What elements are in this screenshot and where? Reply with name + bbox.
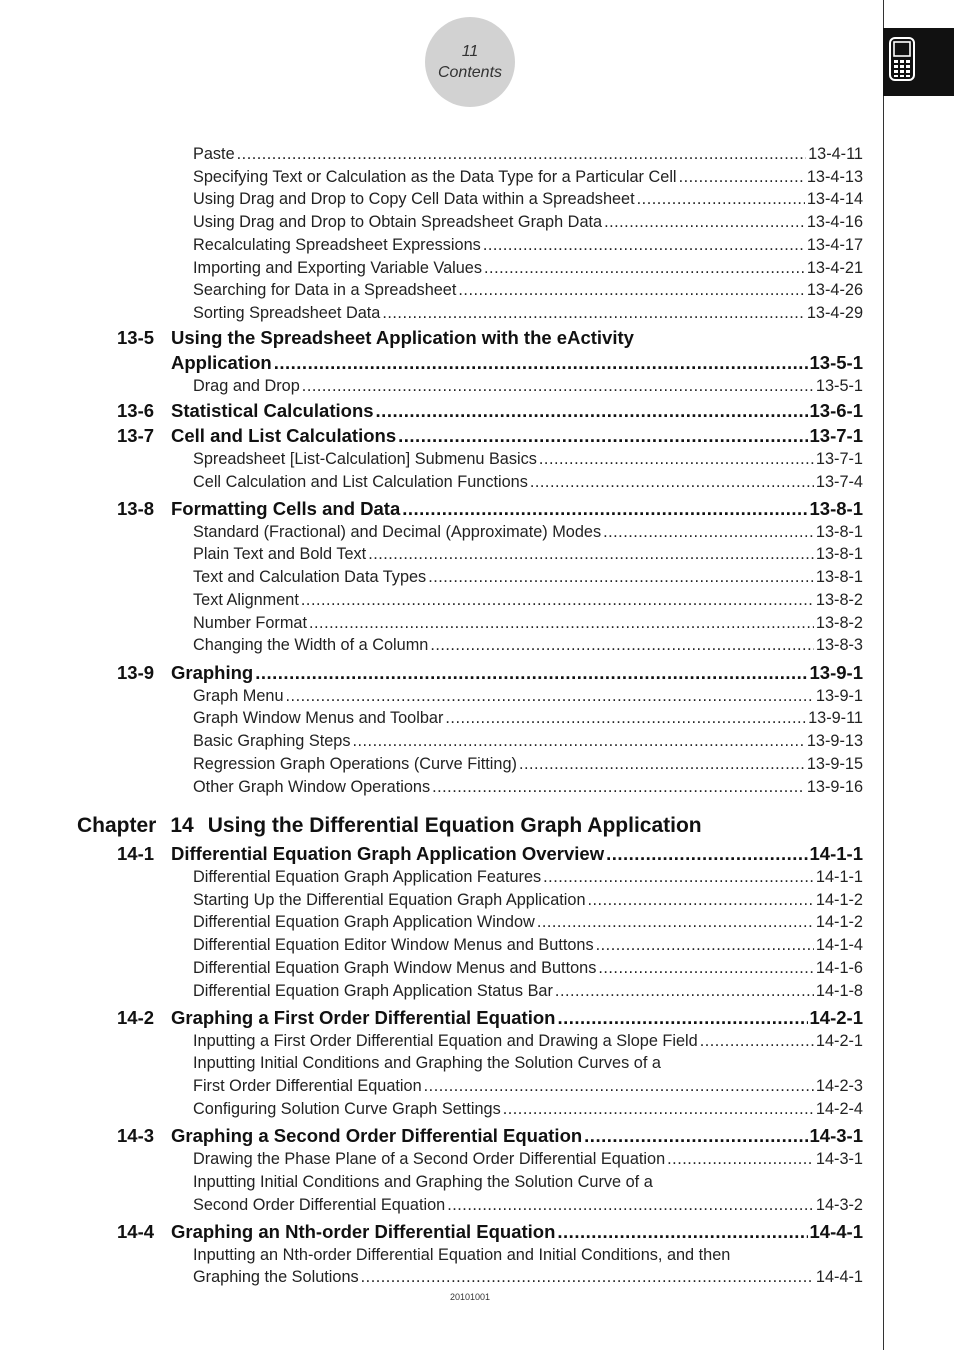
toc-entry-wrap[interactable]: Inputting an Nth-order Differential Equation and Initial Conditions, and then [193,1246,731,1264]
toc-entry[interactable]: Starting Up the Differential Equation Graph Application ..... 14-1-2 [193,891,863,910]
toc-entry[interactable]: Drawing the Phase Plane of a Second Order Differential Equation ..... 14-3-1 [193,1150,863,1169]
chapter-heading[interactable]: Chapter 14 Using the Differential Equation Graph Application [77,814,702,837]
toc-entry[interactable]: Second Order Differential Equation ..... 14-3-2 [193,1196,863,1215]
section-heading[interactable]: 13-8 Formatting Cells and Data ..... 13-8-1 [117,498,863,520]
toc-entry[interactable]: Using Drag and Drop to Copy Cell Data within a Spreadsheet ..... 13-4-14 [193,190,863,209]
calculator-icon [889,37,915,81]
toc-entry[interactable]: Differential Equation Editor Window Menus and Buttons ..... 14-1-4 [193,936,863,955]
section-heading[interactable]: 14-1 Differential Equation Graph Application Overview ..... 14-1-1 [117,843,863,865]
toc-entry[interactable]: Inputting a First Order Differential Equation and Drawing a Slope Field ..... 14-2-1 [193,1032,863,1051]
toc-entry[interactable]: Spreadsheet [List-Calculation] Submenu Basics ..... 13-7-1 [193,450,863,469]
toc-entry[interactable]: Specifying Text or Calculation as the Data Type for a Particular Cell ..... 13-4-13 [193,168,863,187]
toc-entry[interactable]: Other Graph Window Operations ..... 13-9-16 [193,778,863,797]
toc-entry[interactable]: Sorting Spreadsheet Data ..... 13-4-29 [193,304,863,323]
toc-entry[interactable]: Searching for Data in a Spreadsheet ..... 13-4-26 [193,281,863,300]
toc-entry[interactable]: Cell Calculation and List Calculation Functions ..... 13-7-4 [193,473,863,492]
page-badge [425,17,515,107]
toc-entry[interactable]: Differential Equation Graph Application Window ..... 14-1-2 [193,913,863,932]
toc-entry[interactable]: Graph Menu ..... 13-9-1 [193,687,863,706]
toc-entry-wrap[interactable]: Inputting Initial Conditions and Graphing the Solution Curve of a [193,1173,653,1191]
toc-entry[interactable]: Basic Graphing Steps ..... 13-9-13 [193,732,863,751]
toc-entry[interactable]: Drag and Drop ..... 13-5-1 [193,377,863,396]
toc-entry[interactable]: Number Format ..... 13-8-2 [193,614,863,633]
toc-entry[interactable]: Importing and Exporting Variable Values ..... 13-4-21 [193,259,863,278]
section-heading[interactable]: 13-5 Using the Spreadsheet Application with the eActivity [117,327,634,348]
toc-entry[interactable]: Text Alignment ..... 13-8-2 [193,591,863,610]
toc-entry[interactable]: Changing the Width of a Column ..... 13-8-3 [193,636,863,655]
toc-entry[interactable]: Standard (Fractional) and Decimal (Approximate) Modes ..... 13-8-1 [193,523,863,542]
toc-entry[interactable]: Text and Calculation Data Types ..... 13-8-1 [193,568,863,587]
toc-entry-wrap[interactable]: Inputting Initial Conditions and Graphing the Solution Curves of a [193,1054,661,1072]
toc-entry[interactable]: Recalculating Spreadsheet Expressions ..... 13-4-17 [193,236,863,255]
section-heading[interactable]: 14-3 Graphing a Second Order Differential Equation ..... 14-3-1 [117,1125,863,1147]
toc-entry[interactable]: Differential Equation Graph Application Status Bar ..... 14-1-8 [193,982,863,1001]
section-heading[interactable]: 14-4 Graphing an Nth-order Differential Equation ..... 14-4-1 [117,1221,863,1243]
footer-code: 20101001 [449,1292,491,1302]
toc-entry[interactable]: Configuring Solution Curve Graph Settings ..... 14-2-4 [193,1100,863,1119]
section-heading[interactable]: 13-7 Cell and List Calculations ..... 13-7-1 [117,425,863,447]
toc-entry[interactable]: Using Drag and Drop to Obtain Spreadsheet Graph Data ..... 13-4-16 [193,213,863,232]
section-heading[interactable]: 13-6 Statistical Calculations ..... 13-6-1 [117,400,863,422]
section-heading[interactable]: 13-9 Graphing ..... 13-9-1 [117,662,863,684]
section-heading[interactable]: 14-2 Graphing a First Order Differential Equation ..... 14-2-1 [117,1007,863,1029]
toc-entry[interactable]: Differential Equation Graph Window Menus and Buttons ..... 14-1-6 [193,959,863,978]
section-heading-cont[interactable]: Application ..... 13-5-1 [171,352,863,374]
margin-rule [883,0,884,1350]
toc-entry[interactable]: Plain Text and Bold Text ..... 13-8-1 [193,545,863,564]
toc-entry[interactable]: Graphing the Solutions ..... 14-4-1 [193,1268,863,1287]
chapter-tab [883,28,954,96]
page-number: 11 [461,43,479,60]
toc-entry[interactable]: Paste ..... 13-4-11 [193,145,863,164]
toc-entry[interactable]: First Order Differential Equation ..... 14-2-3 [193,1077,863,1096]
toc-entry[interactable]: Regression Graph Operations (Curve Fitting) ..... 13-9-15 [193,755,863,774]
toc-entry[interactable]: Differential Equation Graph Application Features ..... 14-1-1 [193,868,863,887]
toc-entry[interactable]: Graph Window Menus and Toolbar ..... 13-9-11 [193,709,863,728]
page-label: Contents [437,64,503,81]
